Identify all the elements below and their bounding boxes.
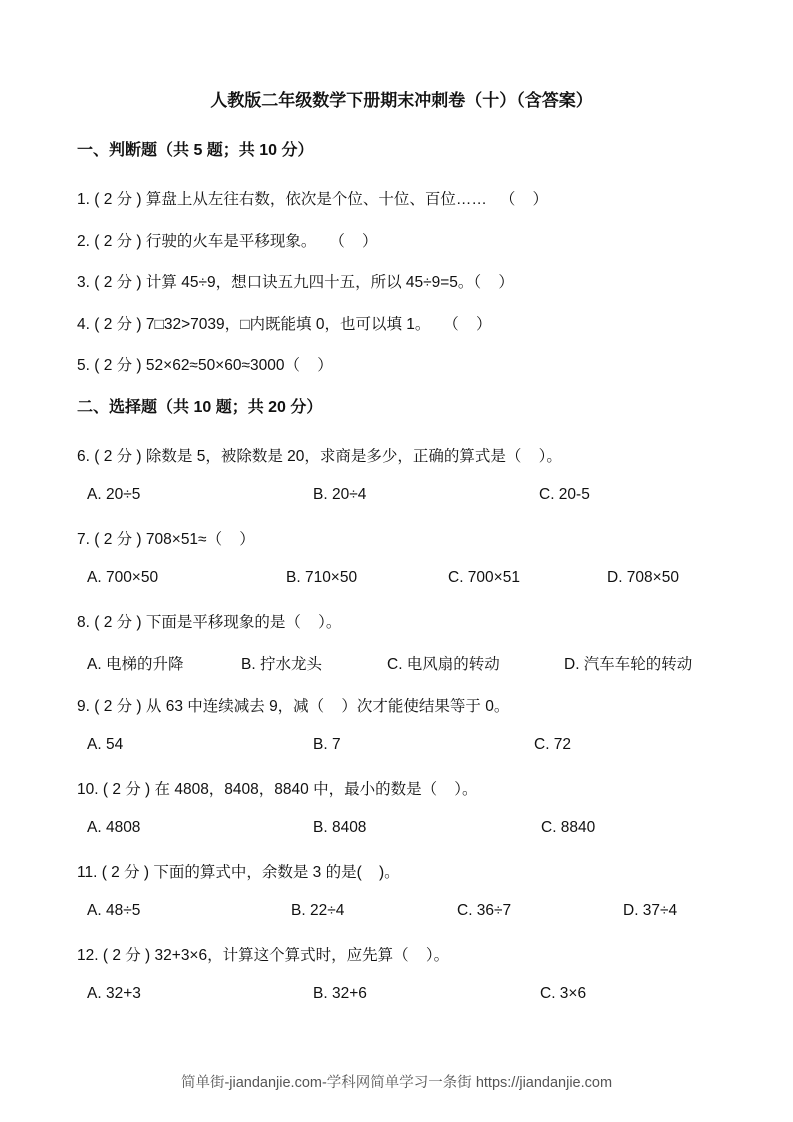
question-5: 5. ( 2 分 ) 52×62≈50×60≈3000（ ） <box>77 357 333 374</box>
question-9: 9. ( 2 分 ) 从 63 中连续减去 9，减（ ）次才能使结果等于 0。 <box>77 698 510 715</box>
question-4: 4. ( 2 分 ) 7□32>7039，□内既能填 0，也可以填 1。 （ ） <box>77 316 492 333</box>
option-9-c: C. 72 <box>534 736 572 753</box>
question-8: 8. ( 2 分 ) 下面是平移现象的是（ ）。 <box>77 614 342 631</box>
option-11-c: C. 36÷7 <box>457 902 512 919</box>
option-11-a: A. 48÷5 <box>87 902 141 919</box>
section-heading-true-false: 一、判断题（共 5 题；共 10 分） <box>77 142 314 159</box>
option-8-d: D. 汽车车轮的转动 <box>564 656 693 673</box>
option-8-c: C. 电风扇的转动 <box>387 656 500 673</box>
option-8-b: B. 拧水龙头 <box>241 656 322 673</box>
option-9-a: A. 54 <box>87 736 124 753</box>
option-6-a: A. 20÷5 <box>87 486 141 503</box>
question-3: 3. ( 2 分 ) 计算 45÷9，想口诀五九四十五，所以 45÷9=5。（ ） <box>77 274 514 291</box>
option-8-a: A. 电梯的升降 <box>87 656 184 673</box>
question-7: 7. ( 2 分 ) 708×51≈（ ） <box>77 531 255 548</box>
question-11: 11. ( 2 分 ) 下面的算式中，余数是 3 的是( )。 <box>77 864 400 881</box>
question-1: 1. ( 2 分 ) 算盘上从左往右数，依次是个位、十位、百位…… （ ） <box>77 191 549 208</box>
option-12-b: B. 32+6 <box>313 985 367 1002</box>
question-12: 12. ( 2 分 ) 32+3×6，计算这个算式时，应先算（ ）。 <box>77 947 450 964</box>
option-10-b: B. 8408 <box>313 819 367 836</box>
option-10-c: C. 8840 <box>541 819 596 836</box>
option-11-d: D. 37÷4 <box>623 902 678 919</box>
option-11-b: B. 22÷4 <box>291 902 345 919</box>
option-7-c: C. 700×51 <box>448 569 520 586</box>
footer-watermark: 简单街-jiandanjie.com-学科网简单学习一条街 https://jiandanjie.com <box>180 1075 613 1091</box>
option-10-a: A. 4808 <box>87 819 141 836</box>
question-6: 6. ( 2 分 ) 除数是 5，被除数是 20，求商是多少，正确的算式是（ ）。 <box>77 448 562 465</box>
page-title: 人教版二年级数学下册期末冲刺卷（十）（含答案） <box>210 91 593 110</box>
option-12-a: A. 32+3 <box>87 985 141 1002</box>
option-12-c: C. 3×6 <box>540 985 587 1002</box>
option-7-d: D. 708×50 <box>607 569 679 586</box>
question-10: 10. ( 2 分 ) 在 4808，8408，8840 中，最小的数是（ ）。 <box>77 781 478 798</box>
option-7-a: A. 700×50 <box>87 569 159 586</box>
question-2: 2. ( 2 分 ) 行驶的火车是平移现象。 （ ） <box>77 233 378 250</box>
option-6-b: B. 20÷4 <box>313 486 367 503</box>
option-7-b: B. 710×50 <box>286 569 358 586</box>
option-6-c: C. 20-5 <box>539 486 590 503</box>
section-heading-multiple-choice: 二、选择题（共 10 题；共 20 分） <box>77 399 323 416</box>
option-9-b: B. 7 <box>313 736 341 753</box>
